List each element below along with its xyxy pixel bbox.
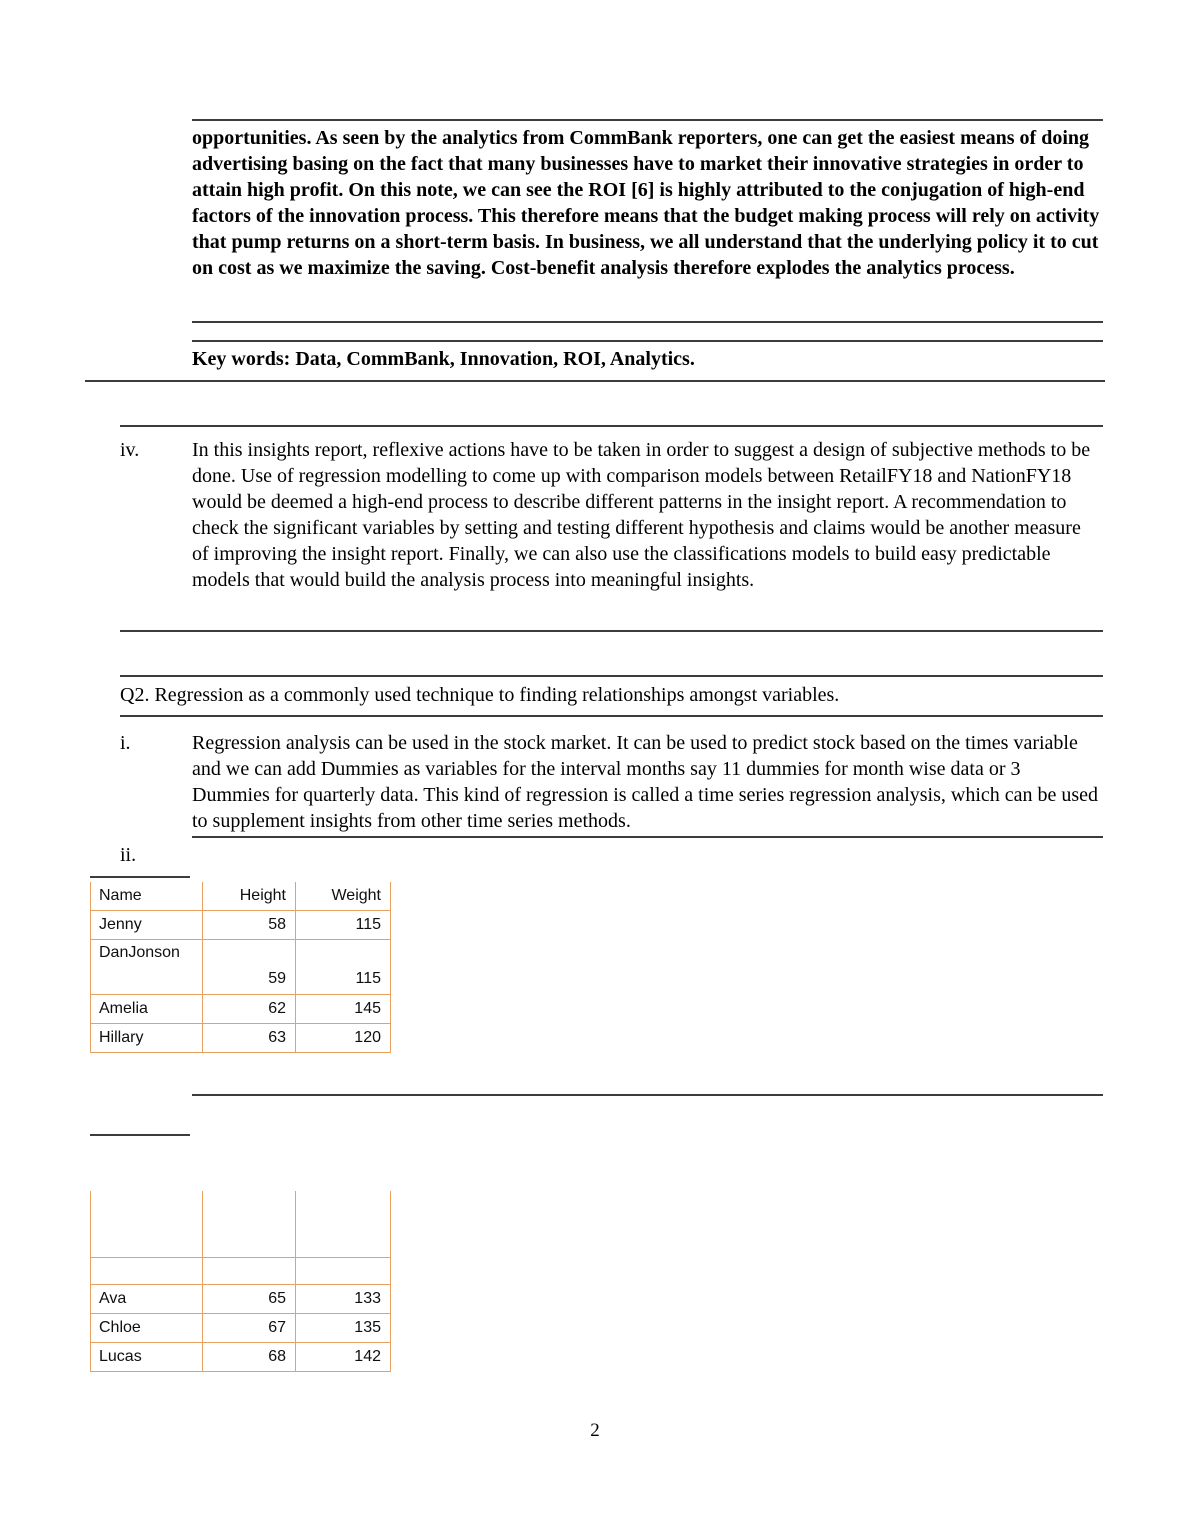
table-row: [91, 1023, 391, 1052]
cell-name: [91, 1191, 203, 1257]
q2-heading: Q2. Regression as a commonly used technique to finding relationships amongst variables.: [120, 684, 840, 706]
cell-weight: 115: [296, 910, 391, 939]
cell-name: Ava: [91, 1284, 203, 1313]
cell-weight: [296, 1191, 391, 1257]
table-row: [91, 1342, 391, 1371]
table-row: [91, 994, 391, 1023]
cell-name: [91, 1257, 203, 1284]
divider: [192, 119, 1103, 121]
height-weight-table-1: [90, 882, 391, 1053]
table-row: [91, 1313, 391, 1342]
divider: [120, 630, 1103, 632]
cell-weight: 135: [296, 1313, 391, 1342]
cell-height: 65: [203, 1284, 296, 1313]
divider: [120, 675, 1103, 677]
cell-weight: 142: [296, 1342, 391, 1371]
keywords-line: Key words: Data, CommBank, Innovation, ROI, Analytics.: [192, 348, 695, 370]
cell-height: 62: [203, 994, 296, 1023]
col-header-weight: Weight: [296, 882, 391, 910]
cell-name: Jenny: [91, 910, 203, 939]
col-header-name: Name: [91, 882, 203, 910]
cell-weight: [296, 1257, 391, 1284]
divider: [192, 340, 1103, 342]
col-header-height: Height: [203, 882, 296, 910]
list-label-ii: ii.: [120, 844, 137, 866]
divider: [120, 715, 1103, 717]
cell-height: [203, 1191, 296, 1257]
height-weight-table-2: [90, 1191, 391, 1372]
divider: [120, 425, 1103, 427]
abstract-paragraph: opportunities. As seen by the analytics from CommBank reporters, one can get the easiest means of doing advertising basing on the fact that many businesses have to market their innovative strategies in order to attain high profit. On this note, we can see the ROI [6] is highly attributed to the conjugation of high-end factors of the innovation process. This therefore means that the budget making process will rely on activity that pump returns on a short-term basis. In business, we all understand that the underlying policy it to cut on cost as we maximize the saving. Cost-benefit analysis therefore explodes the analytics process.: [192, 127, 1100, 279]
cell-height: 68: [203, 1342, 296, 1371]
cell-height: 59: [203, 939, 296, 994]
cell-height: 63: [203, 1023, 296, 1052]
cell-height: 58: [203, 910, 296, 939]
cell-height: 67: [203, 1313, 296, 1342]
item-i-paragraph: Regression analysis can be used in the stock market. It can be used to predict stock based on the times variable and we can add Dummies as variables for the interval months say 11 dummies for month wise data or 3 Dummies for quarterly data. This kind of regression is called a time series regression analysis, which can be used to supplement insights from other time series methods.: [192, 732, 1099, 832]
divider: [90, 1134, 190, 1136]
cell-name: Chloe: [91, 1313, 203, 1342]
cell-weight: 115: [296, 939, 391, 994]
divider: [192, 836, 1103, 838]
table-row-empty: [91, 1257, 391, 1284]
item-iv-paragraph: In this insights report, reflexive actions have to be taken in order to suggest a design of subjective methods to be done. Use of regression modelling to come up with comparison models between RetailFY18 and NationFY18 would be deemed a high-end process to describe different patterns in the insight report. A recommendation to check the significant variables by setting and testing different hypothesis and claims would be another measure of improving the insight report. Finally, we can also use the classifications models to build easy predictable models that would build the analysis process into meaningful insights.: [192, 439, 1091, 591]
table-row: [91, 939, 391, 994]
list-label-i: i.: [120, 732, 131, 754]
page-number: 2: [590, 1420, 600, 1441]
divider: [192, 1094, 1103, 1096]
table-row: [91, 910, 391, 939]
divider: [192, 321, 1103, 323]
cell-name: Lucas: [91, 1342, 203, 1371]
table-row: [91, 1284, 391, 1313]
cell-name: Hillary: [91, 1023, 203, 1052]
cell-weight: 133: [296, 1284, 391, 1313]
cell-weight: 145: [296, 994, 391, 1023]
divider: [85, 380, 1105, 382]
cell-weight: 120: [296, 1023, 391, 1052]
cell-name: Amelia: [91, 994, 203, 1023]
divider: [90, 876, 190, 878]
cell-name: DanJonson: [91, 939, 203, 994]
cell-height: [203, 1257, 296, 1284]
list-label-iv: iv.: [120, 439, 140, 461]
table-header-row: [91, 882, 391, 910]
table-row-empty: [91, 1191, 391, 1257]
